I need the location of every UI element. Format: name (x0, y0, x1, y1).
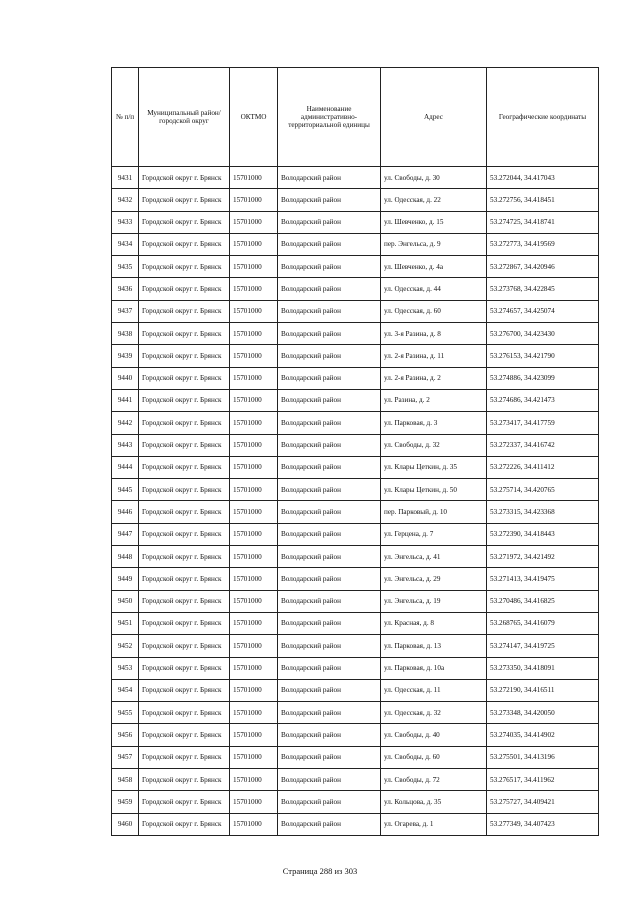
cell-num: 9439 (112, 345, 139, 367)
table-row (112, 523, 599, 545)
cell-oktmo: 15701000 (230, 323, 278, 345)
cell-num: 9441 (112, 389, 139, 411)
cell-num: 9455 (112, 702, 139, 724)
cell-coords: 53.275727, 34.409421 (487, 791, 599, 813)
cell-municipality: Городской округ г. Брянск (139, 724, 230, 746)
cell-admin-unit: Володарский район (278, 367, 381, 389)
cell-coords: 53.273417, 34.417759 (487, 412, 599, 434)
cell-oktmo: 15701000 (230, 546, 278, 568)
cell-admin-unit: Володарский район (278, 523, 381, 545)
cell-municipality: Городской округ г. Брянск (139, 167, 230, 189)
table-row (112, 367, 599, 389)
table-row (112, 278, 599, 300)
cell-municipality: Городской округ г. Брянск (139, 211, 230, 233)
cell-oktmo: 15701000 (230, 256, 278, 278)
cell-coords: 53.274686, 34.421473 (487, 389, 599, 411)
table-row (112, 791, 599, 813)
cell-municipality: Городской округ г. Брянск (139, 791, 230, 813)
cell-municipality: Городской округ г. Брянск (139, 256, 230, 278)
cell-admin-unit: Володарский район (278, 167, 381, 189)
cell-coords: 53.274886, 34.423099 (487, 367, 599, 389)
cell-oktmo: 15701000 (230, 769, 278, 791)
cell-coords: 53.275501, 34.413196 (487, 746, 599, 768)
table-row (112, 568, 599, 590)
cell-admin-unit: Володарский район (278, 590, 381, 612)
cell-address: ул. 2-я Разина, д. 11 (381, 345, 487, 367)
cell-municipality: Городской округ г. Брянск (139, 189, 230, 211)
cell-coords: 53.271972, 34.421492 (487, 546, 599, 568)
cell-municipality: Городской округ г. Брянск (139, 813, 230, 835)
table-header (112, 68, 599, 167)
cell-address: ул. 2-я Разина, д. 2 (381, 367, 487, 389)
cell-num: 9443 (112, 434, 139, 456)
cell-admin-unit: Володарский район (278, 612, 381, 634)
table-row (112, 323, 599, 345)
cell-oktmo: 15701000 (230, 345, 278, 367)
cell-num: 9449 (112, 568, 139, 590)
cell-oktmo: 15701000 (230, 300, 278, 322)
cell-admin-unit: Володарский район (278, 345, 381, 367)
cell-address: ул. Шевченко, д. 4а (381, 256, 487, 278)
cell-admin-unit: Володарский район (278, 702, 381, 724)
cell-admin-unit: Володарский район (278, 479, 381, 501)
cell-address: ул. Разина, д. 2 (381, 389, 487, 411)
cell-oktmo: 15701000 (230, 679, 278, 701)
cell-address: ул. Герцена, д. 7 (381, 523, 487, 545)
cell-municipality: Городской округ г. Брянск (139, 769, 230, 791)
cell-oktmo: 15701000 (230, 724, 278, 746)
cell-admin-unit: Володарский район (278, 724, 381, 746)
table-row (112, 657, 599, 679)
cell-oktmo: 15701000 (230, 813, 278, 835)
table-row (112, 389, 599, 411)
cell-oktmo: 15701000 (230, 412, 278, 434)
table-row (112, 167, 599, 189)
cell-coords: 53.268765, 34.416079 (487, 612, 599, 634)
cell-num: 9450 (112, 590, 139, 612)
cell-address: пер. Парковый, д. 10 (381, 501, 487, 523)
cell-coords: 53.272190, 34.416511 (487, 679, 599, 701)
cell-oktmo: 15701000 (230, 389, 278, 411)
table-row (112, 746, 599, 768)
cell-num: 9435 (112, 256, 139, 278)
cell-num: 9446 (112, 501, 139, 523)
cell-admin-unit: Володарский район (278, 546, 381, 568)
cell-admin-unit: Володарский район (278, 323, 381, 345)
cell-coords: 53.273768, 34.422845 (487, 278, 599, 300)
cell-admin-unit: Володарский район (278, 189, 381, 211)
cell-num: 9457 (112, 746, 139, 768)
cell-municipality: Городской округ г. Брянск (139, 523, 230, 545)
cell-oktmo: 15701000 (230, 791, 278, 813)
cell-oktmo: 15701000 (230, 746, 278, 768)
cell-coords: 53.273350, 34.418091 (487, 657, 599, 679)
table-row (112, 813, 599, 835)
header-oktmo: ОКТМО (230, 68, 278, 167)
cell-address: ул. Свободы, д. 30 (381, 167, 487, 189)
table-row (112, 769, 599, 791)
table-row (112, 612, 599, 634)
cell-municipality: Городской округ г. Брянск (139, 612, 230, 634)
cell-address: ул. Парковая, д. 13 (381, 635, 487, 657)
cell-oktmo: 15701000 (230, 479, 278, 501)
table-row (112, 590, 599, 612)
table-row (112, 702, 599, 724)
cell-address: ул. Свободы, д. 32 (381, 434, 487, 456)
cell-address: ул. Одесская, д. 11 (381, 679, 487, 701)
cell-oktmo: 15701000 (230, 278, 278, 300)
cell-coords: 53.272773, 34.419569 (487, 233, 599, 255)
cell-admin-unit: Володарский район (278, 434, 381, 456)
cell-municipality: Городской округ г. Брянск (139, 367, 230, 389)
cell-num: 9453 (112, 657, 139, 679)
cell-num: 9447 (112, 523, 139, 545)
cell-num: 9434 (112, 233, 139, 255)
cell-address: ул. Кольцова, д. 35 (381, 791, 487, 813)
cell-num: 9451 (112, 612, 139, 634)
cell-num: 9454 (112, 679, 139, 701)
page-number: Страница 288 из 303 (282, 866, 358, 876)
cell-coords: 53.271413, 34.419475 (487, 568, 599, 590)
cell-municipality: Городской округ г. Брянск (139, 746, 230, 768)
cell-admin-unit: Володарский район (278, 746, 381, 768)
table-row (112, 501, 599, 523)
cell-address: ул. Энгельса, д. 19 (381, 590, 487, 612)
cell-address: ул. Парковая, д. 3 (381, 412, 487, 434)
cell-num: 9452 (112, 635, 139, 657)
cell-address: ул. Клары Цеткин, д. 50 (381, 479, 487, 501)
cell-admin-unit: Володарский район (278, 456, 381, 478)
table-row (112, 679, 599, 701)
cell-admin-unit: Володарский район (278, 568, 381, 590)
cell-num: 9438 (112, 323, 139, 345)
cell-address: ул. Одесская, д. 60 (381, 300, 487, 322)
cell-municipality: Городской округ г. Брянск (139, 635, 230, 657)
cell-oktmo: 15701000 (230, 434, 278, 456)
cell-address: ул. Шевченко, д. 15 (381, 211, 487, 233)
table-row (112, 456, 599, 478)
cell-coords: 53.272867, 34.420946 (487, 256, 599, 278)
header-row (112, 68, 599, 167)
cell-num: 9442 (112, 412, 139, 434)
cell-municipality: Городской округ г. Брянск (139, 702, 230, 724)
cell-num: 9448 (112, 546, 139, 568)
cell-municipality: Городской округ г. Брянск (139, 590, 230, 612)
header-admin-unit: Наименование административно-территориальной единицы (278, 68, 381, 167)
cell-coords: 53.272756, 34.418451 (487, 189, 599, 211)
cell-coords: 53.274725, 34.418741 (487, 211, 599, 233)
cell-municipality: Городской округ г. Брянск (139, 679, 230, 701)
cell-oktmo: 15701000 (230, 501, 278, 523)
cell-oktmo: 15701000 (230, 189, 278, 211)
table-row (112, 256, 599, 278)
cell-num: 9433 (112, 211, 139, 233)
cell-address: ул. Одесская, д. 44 (381, 278, 487, 300)
cell-num: 9459 (112, 791, 139, 813)
cell-coords: 53.276517, 34.411962 (487, 769, 599, 791)
table-row (112, 479, 599, 501)
cell-num: 9458 (112, 769, 139, 791)
cell-oktmo: 15701000 (230, 233, 278, 255)
cell-admin-unit: Володарский район (278, 769, 381, 791)
table-row (112, 300, 599, 322)
cell-oktmo: 15701000 (230, 211, 278, 233)
cell-num: 9431 (112, 167, 139, 189)
table-row (112, 233, 599, 255)
cell-oktmo: 15701000 (230, 367, 278, 389)
cell-municipality: Городской округ г. Брянск (139, 546, 230, 568)
cell-oktmo: 15701000 (230, 523, 278, 545)
cell-coords: 53.274657, 34.425074 (487, 300, 599, 322)
cell-coords: 53.273348, 34.420050 (487, 702, 599, 724)
cell-oktmo: 15701000 (230, 702, 278, 724)
cell-address: ул. Свободы, д. 40 (381, 724, 487, 746)
table-row (112, 724, 599, 746)
cell-num: 9456 (112, 724, 139, 746)
cell-address: ул. Парковая, д. 10а (381, 657, 487, 679)
cell-coords: 53.276153, 34.421790 (487, 345, 599, 367)
cell-admin-unit: Володарский район (278, 635, 381, 657)
header-num: № п/п (112, 68, 139, 167)
cell-admin-unit: Володарский район (278, 501, 381, 523)
cell-address: ул. Одесская, д. 22 (381, 189, 487, 211)
cell-admin-unit: Володарский район (278, 211, 381, 233)
cell-address: ул. Огарева, д. 1 (381, 813, 487, 835)
cell-num: 9436 (112, 278, 139, 300)
table-row (112, 546, 599, 568)
cell-address: ул. 3-я Разина, д. 8 (381, 323, 487, 345)
cell-address: ул. Энгельса, д. 29 (381, 568, 487, 590)
cell-coords: 53.273315, 34.423368 (487, 501, 599, 523)
cell-num: 9460 (112, 813, 139, 835)
cell-coords: 53.274035, 34.414902 (487, 724, 599, 746)
cell-coords: 53.275714, 34.420765 (487, 479, 599, 501)
cell-coords: 53.274147, 34.419725 (487, 635, 599, 657)
cell-admin-unit: Володарский район (278, 256, 381, 278)
cell-oktmo: 15701000 (230, 635, 278, 657)
cell-coords: 53.272337, 34.416742 (487, 434, 599, 456)
cell-admin-unit: Володарский район (278, 791, 381, 813)
cell-num: 9444 (112, 456, 139, 478)
cell-oktmo: 15701000 (230, 456, 278, 478)
cell-municipality: Городской округ г. Брянск (139, 568, 230, 590)
header-municipality: Муниципальный район/городской округ (139, 68, 230, 167)
cell-admin-unit: Володарский район (278, 813, 381, 835)
cell-coords: 53.272044, 34.417043 (487, 167, 599, 189)
cell-oktmo: 15701000 (230, 657, 278, 679)
table-row (112, 211, 599, 233)
cell-address: ул. Свободы, д. 60 (381, 746, 487, 768)
table-row (112, 635, 599, 657)
table-row (112, 189, 599, 211)
cell-admin-unit: Володарский район (278, 278, 381, 300)
cell-oktmo: 15701000 (230, 167, 278, 189)
cell-municipality: Городской округ г. Брянск (139, 345, 230, 367)
cell-address: ул. Одесская, д. 32 (381, 702, 487, 724)
cell-municipality: Городской округ г. Брянск (139, 434, 230, 456)
cell-admin-unit: Володарский район (278, 679, 381, 701)
cell-municipality: Городской округ г. Брянск (139, 412, 230, 434)
cell-admin-unit: Володарский район (278, 389, 381, 411)
cell-num: 9432 (112, 189, 139, 211)
cell-municipality: Городской округ г. Брянск (139, 456, 230, 478)
cell-admin-unit: Володарский район (278, 412, 381, 434)
cell-coords: 53.272226, 34.411412 (487, 456, 599, 478)
cell-municipality: Городской округ г. Брянск (139, 501, 230, 523)
header-coords: Географические координаты (487, 68, 599, 167)
table-row (112, 434, 599, 456)
cell-num: 9440 (112, 367, 139, 389)
cell-municipality: Городской округ г. Брянск (139, 233, 230, 255)
cell-address: ул. Красная, д. 8 (381, 612, 487, 634)
cell-municipality: Городской округ г. Брянск (139, 479, 230, 501)
cell-num: 9437 (112, 300, 139, 322)
cell-municipality: Городской округ г. Брянск (139, 300, 230, 322)
cell-municipality: Городской округ г. Брянск (139, 278, 230, 300)
cell-admin-unit: Володарский район (278, 657, 381, 679)
cell-coords: 53.272390, 34.418443 (487, 523, 599, 545)
cell-coords: 53.276700, 34.423430 (487, 323, 599, 345)
cell-address: ул. Клары Цеткин, д. 35 (381, 456, 487, 478)
cell-address: ул. Свободы, д. 72 (381, 769, 487, 791)
cell-address: ул. Энгельса, д. 41 (381, 546, 487, 568)
cell-oktmo: 15701000 (230, 612, 278, 634)
cell-admin-unit: Володарский район (278, 300, 381, 322)
cell-municipality: Городской округ г. Брянск (139, 389, 230, 411)
table-body (112, 167, 599, 836)
cell-oktmo: 15701000 (230, 568, 278, 590)
cell-num: 9445 (112, 479, 139, 501)
cell-admin-unit: Володарский район (278, 233, 381, 255)
cell-municipality: Городской округ г. Брянск (139, 657, 230, 679)
cell-municipality: Городской округ г. Брянск (139, 323, 230, 345)
cell-oktmo: 15701000 (230, 590, 278, 612)
cell-coords: 53.270486, 34.416825 (487, 590, 599, 612)
table-row (112, 412, 599, 434)
table-row (112, 345, 599, 367)
header-address: Адрес (381, 68, 487, 167)
registry-table (111, 67, 599, 836)
cell-coords: 53.277349, 34.407423 (487, 813, 599, 835)
cell-address: пер. Энгельса, д. 9 (381, 233, 487, 255)
